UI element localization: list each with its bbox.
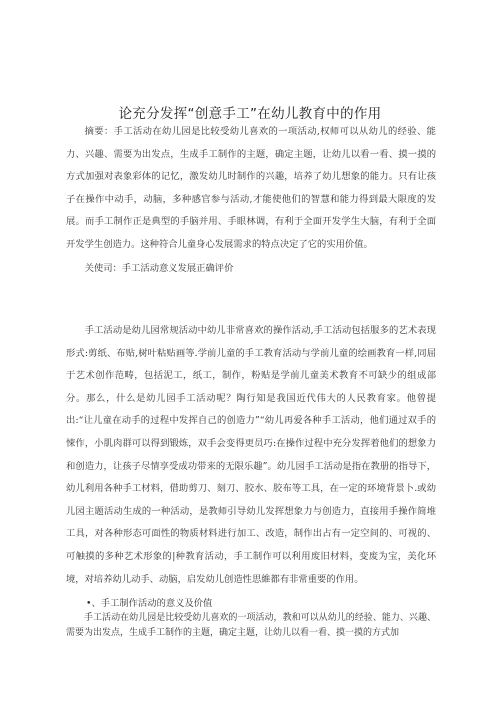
abstract-text: 手工活动在幼儿园是比较受幼儿喜欢的一项活动,权师可以从幼儿的经验、能力、兴趣、需要为出发点，生成手工制作的主题，确定主题，让幼儿以看一看、摸一摸的方式加强对表象彩体的记忆，激发幼儿时制作的兴趣，培养了幼儿想象的能力。只有让孩子在操作中动手，动脑，多种感官参与活动,才能使他们的智慧和能力得到最大限度的发展。而手工制作正是典型的手脑并用、手眼林调，有利于全面开发学生大脑，有利于全面开发学生创造力。这种符合儿童身心发展需求的特点决定了它的实用价值。 xyxy=(66,126,436,250)
section-heading-text: 、手工制作活动的意义及价值 xyxy=(91,598,213,609)
section-bullet: • xyxy=(86,598,92,609)
body-paragraph: 手工活动是幼儿园常规活动中幼儿非常喜欢的操作活动,手工活动包括服多的艺术表现形式:剪纸、布贴,树叶粘贴画等.学前儿童的手工教育活动与学前儿童的绘画教育一样,同屈于艺术创作范畴，包括泥工，纸工，制作，粉贴是学前儿童美术教育不可缺少的组成部分。那么，什么是幼儿园手工活动呢？陶行知是我国近代伟大的人民教育家。他曾提出:“让儿童在动手的过程中发挥自己的创造力”“幼儿再爱各种手工活动，他们通过双手的悚作，小肌肉群可以得到锻炼，双手会变得更员巧:在操作过程中充分发挥着他们的想象力和创造力，让孩子尽情享受成功带来的无限乐趣”。幼儿园手工活动是指在教册的指导下，幼儿利用各种手工材料，借助剪刀、刻刀、胶水、胶布等工具，在一定的环境背景卜.或幼儿园主题活动生成的一种活动，是教师引导幼儿发挥想象力与创造力，直接用手操作简堆工具，对各种形态可面性的物质材料进行加工、改造，制作出占有一定空间的、可视的、可触摸的多种艺术形象的|种教育活动，手工制作可以利用废旧材料，变废为宝，美化环境，对培养幼儿动手、动脑，启发幼儿创造性思維都有非常重要的作用。 xyxy=(66,325,436,585)
body-paragraph-2: 手工活动在幼儿园是比较受幼儿喜欢的一项活动，教和可以从幼儿的经验、能力、兴趣、需要为出发点，生成手工制作的主题，确定主题，让幼儿以看一看、摸一摸的方式加 xyxy=(66,613,436,638)
keywords-label: 关使司： xyxy=(84,263,122,274)
keywords-text: 手工活动意义发展正确评价 xyxy=(121,263,234,274)
keywords-line xyxy=(66,258,436,281)
abstract-paragraph xyxy=(66,121,436,257)
document-title: 论充分发挥“创意手工”在幼儿教育中的作用 xyxy=(118,106,382,122)
abstract-label: 摘要： xyxy=(84,126,114,137)
